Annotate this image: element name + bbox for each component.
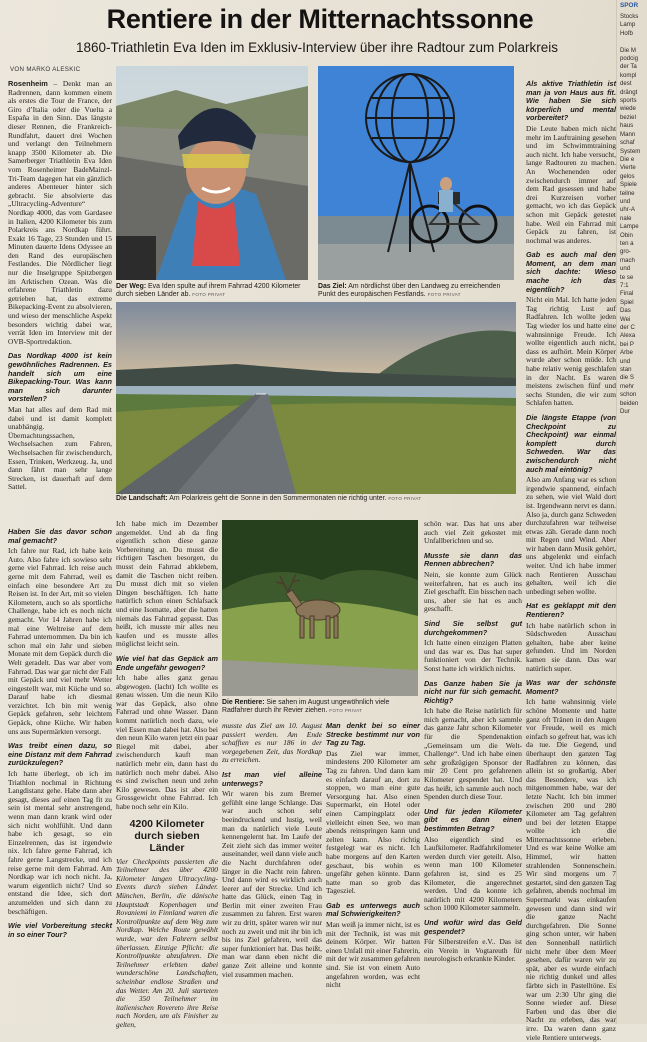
question: Musste sie dann das Rennen abbrechen?: [424, 550, 522, 569]
globe-caption: Das Ziel: Am nördlichst über den Landweg zu erreichenden Punkt des europäischen Festlands. FOTO PRIVAT: [318, 283, 501, 299]
subheadline: 1860-Triathletin Eva Iden im Exklusiv-Interview über ihre Radtour zum Polarkreis: [76, 40, 558, 55]
question: Und wofür wird das Geld gespendet?: [424, 917, 522, 936]
infobox-text: Vier Checkpoints passierten die Teilnehmer des über 4200 Kilometer langen Ultracycling-Events durch sieben Länder. München, Berlin, die dänische Hauptstadt Kopenhagen und Rovaniemi in Finnland waren die Kontrollpunkte auf dem Weg zum Nordkap. Welche Route gewählt wurde, war den Fahrern selbst überlassen. Einzige Pflicht: die Kontrollpunkte abzufahren. Die Teilnehmer erlebten dabei wunderschöne Landschaften, scheinbar endlose Straßen und das Wetter. Am 20. Juli starteten die 350 Teilnehmer im italienischen Rovereto ihre Reise nach Norden, um als Finisher zu gelten,: [116, 856, 218, 1029]
answer: Die Leute haben mich nicht mehr im Lauftraining gesehen und im Schwimmtraining auch nicht. Ich habe versucht, lange Radtouren zu machen. An Wochenenden oder zwischendurch immer auf dem Rad gesessen und habe drei Kurzreisen vorher gemacht, wo ich das Gepäck schon mit Gepäck getestet habe. Weil ein Fahrrad mit Gepäck zu fahren, ist nochmal was anderes.: [526, 123, 616, 245]
question: Das Nordkap 4000 ist kein gewöhnliches Radrennen. Es handelt sich um eine Bikepacking-Tour. Was kann man sich darunter vorstellen?: [8, 351, 112, 404]
question: Haben Sie das davor schon mal gemacht?: [8, 527, 112, 545]
answer: Ich hatte überlegt, ob ich im Triathlon nochmal in Richtung Langdistanz gehe. Habe dann aber gesagt, dieses auf einen Tag fit zu sein ist mental sehr anstrengend, wenn man dann krank wird oder sich nicht wohlfühlt. Und dann habe ich gesagt, so ein Einzelrennen, das ist irgendwie nix. Ich fahre gerne Fahrrad, ich fahre gerne Langstrecke, und ich reise gerne mit dem Fahrrad. Am Nordkap war ich noch nicht. Ja, warum eigentlich nicht? Und so entstand die Idee, sich dort anzumelden und sich dann zu beschäftigen.: [8, 769, 112, 916]
byline: VON MARKO ALESKIC: [10, 66, 81, 73]
globe-photo: [318, 66, 514, 280]
answer: Man weiß ja immer nicht, ist es mit der Technik, ist was mit deinem Körper. Wir hatten einen Unfall mit einer Fahrerin, mit der wir zusammen gefahren sind. Sie ist von einem Auto angefahren worden, was echt nicht: [326, 920, 420, 990]
photo-credit: FOTO PRIVAT: [329, 708, 363, 714]
answer: Nicht ein Mal. Ich hatte jeden Tag richtig Lust auf Radfahren. Ich wollte jeden Tag wieder los und hatte eine wahnsinnige Freude. Ich wollte eigentlich auch nicht, dass es aufhört. Mein Körper wurde aber schon müde. Ich habe relativ wenig geschlafen in der Nacht. Es waren meistens zwischen fünf und sechs Stunden, die wir zum Schlafen hatten.: [526, 295, 616, 408]
reindeer-caption: Die Rentiere: Sie sahen im August ungewöhnlich viele Radfahrer durch ihr Revier ziehen. FOTO PRIVAT: [222, 699, 390, 715]
question: Gab es auch mal den Moment, an dem man sich dachte: Wieso mache ich das eigentlich?: [526, 250, 616, 294]
answer: Ich hatte einen einzigen Platten und das war es. Das hat super funktioniert von der Technik. Sonst hatte ich wirklich nichts.: [424, 638, 522, 673]
question: Was treibt einen dazu, so eine Distanz mit dem Fahrrad zurückzulegen?: [8, 741, 112, 768]
answer: Man hat alles auf dem Rad mit dabei und ist damit komplett unabhängig. Übernachtungssachen, Wechselsachen zum Fahren, Wechselsachen für zwischendurch, Essen, Trinken, Werkzeug. Ja, und dann fährt man sehr lange Strecken, ist dauerhaft auf dem Sattel.: [8, 404, 112, 492]
question: Als aktive Triathletin ist man ja von Haus aus fit. Wie haben Sie sich körperlich und mental vorbereitet?: [526, 79, 616, 123]
answer: Wir waren bis zum Bremer gefühlt eine lange Schlange. Das war auch schon sehr beeindruckend und lustig, weil man da natürlich viele Leute kennengelernt hat. Im Laufe der Zeit zieht sich das immer weiter auseinander, weil dann viele auch die Nacht durchfahren oder länger in die Nacht rein fahren. Und dann wird es wirklich auch leerer auf der Strecke. Und ich hatte das Glück, einen Tag in Berlin mit einer zweiten Frau zusammen zu fahren. Erst waren wir zu dritt, später waren wir nur noch zu zweit und mit ihr bin ich bis ins Ziel gefahren, weil das super funktioniert hat. Das heißt, man war dann eben nicht die ganze Zeit alleine und konnte viel zusammen machen.: [222, 789, 322, 979]
answer: Das Ziel war immer, mindestens 200 Kilometer am Tag zu fahren. Und dann kam es einfach darauf an, dort zu stoppen, wo man eine gute Versorgung hat. Also einen Supermarkt, ein Hotel oder einen Campingplatz oder vielleicht einen See, wo man abends reinspringen kann und zelten kann. Also richtig festgelegt war es nicht. Ich habe morgens auf den Karten geschaut, bis wohin es ungefähr gehen könnte. Dann hatte man so grob das Tagesziel.: [326, 748, 420, 896]
question: Wie viel Vorbereitung steckt in so einer Tour?: [8, 921, 112, 939]
landscape-photo: [116, 302, 516, 494]
bottom-column-4: [326, 722, 420, 1022]
reindeer-photo: [222, 520, 418, 696]
answer: Ich habe mich im Dezember angemeldet. Und ab da fing eigentlich schon diese ganze Vorbereitung an. Du musst die richtigen Taschen besorgen, du musst dein Fahrrad abklebem, damit die Taschen nicht reiben. Du musst dich mit so vielen Dingen beschäftigen. Ich hatte natürlich schon einen Schlafsack und eine Isomatte, aber die hatten niemals das Fahrrad gepasst. Das heißt, ich musste mir alles neu kaufen und es musste alles möglichst leicht sein.: [116, 519, 218, 649]
infobox-text-end: musste das Ziel am 10. August passiert werden. Am Ende schafften es nur 186 in der vorgegebenen Zeit, das Nordkap zu erreichen.: [222, 721, 322, 765]
question: Hat es geklappt mit den Rentieren?: [526, 601, 616, 620]
answer: Ich fahre nur Rad, ich habe kein Auto. Also fahre ich sowieso sehr gerne viel Fahrrad. Ich reise auch gerne mit dem Fahrrad, weil es einfach eine besondere Art zu Reisen ist. In der Art, mit so vielen Kilometern, auch so als sportliche Challenge, habe ich es noch nicht gemacht. Vor 14 Jahren habe ich mal eine Weltreise auf dem Fahrrad unternommen. Da bin ich schon mal ein Jahr und sieben Monate mit dem Gepäck durch die Welt geradelt. Das war aber vom Fahrrad. Das war gar nicht der Fall mit Gepäck und viel mehr Wetter eingestellt war, mit Küche und so. Darauf habe ich diesmal verzichtet. Ich bin mit wenig Gepäck gefahren, sehr leichtem Gepäck, ohne Küche. Wir haben uns aus Supermärkten versorgt.: [8, 546, 112, 736]
bottom-column-1: [8, 528, 112, 1022]
bottom-column-2: [116, 519, 218, 1029]
photo-credit: FOTO PRIVAT: [427, 292, 461, 298]
answer: Nein, sie konnte zum Glück weiterfahren, hat es auch ins Ziel geschafft. Ein bisschen nach uns, aber sie hat es auch geschafft.: [424, 569, 522, 614]
answer: Also am Anfang war es schon irgendwie spannend, einfach zu sehen, wie viel Wald dort ist. Irgendwann nervt es dann. Also ja, durch ganz Schweden durchzufahren war teilweise etwas zäh. Gerade dann noch mit Regen und Wind. Aber wir haben dann Musik gehört, uns abgelenkt und einfach weiter. Und ich habe immer nach Rentieren Ausschau gehalten, weil ich die unbedingt sehen wollte.: [526, 475, 616, 596]
question: Ist man viel alleine unterwegs?: [222, 769, 322, 788]
answer: Also eigentlich sind es Laufkilometer. Radfahrkilometer werden durch vier geteilt. Also, wenn man 100 Kilometer gefahren ist, sind es 25 Kilometer, die angerechnet werden. Und da konnte ich natürlich mit 4200 Kilometern schon 1000 Kilometer sammeln.: [424, 834, 522, 913]
question: Und für jeden Kilometer gibt es dann einen bestimmten Betrag?: [424, 806, 522, 833]
nordkap-globe-illustration: [318, 66, 514, 280]
cyclist-illustration: [116, 66, 308, 280]
photo-credit: FOTO PRIVAT: [388, 496, 422, 501]
infobox-heading: 4200 Kilometer durch sieben Länder: [129, 817, 205, 854]
cyclist-caption: Der Weg: Eva Iden spulte auf ihrem Fahrrad 4200 Kilometer durch sieben Länder ab. FOTO PRIVAT: [116, 283, 301, 299]
bottom-column-3: [222, 722, 322, 1022]
photo-credit: FOTO PRIVAT: [192, 292, 226, 298]
landscape-caption: Die Landschaft: Am Polarkreis geht die Sonne in den Sommermonaten nie richtig unter. FOTO PRIVAT: [116, 495, 422, 502]
adjacent-article-fragment: [616, 0, 647, 1024]
question: Sind Sie selbst gut durchgekommen?: [424, 618, 522, 637]
cyclist-photo: [116, 66, 308, 280]
reindeer-illustration: [222, 520, 418, 696]
intro-column: [8, 80, 112, 520]
section-tag: SPOR: [620, 2, 639, 9]
answer: Ich habe alles ganz genau abgewogen. (lacht) Ich wollte es genau wissen. Um die neun Kilo war das Gepäck, also ohne Fahrrad und ohne Wasser. Dann kommt natürlich noch dazu, wie viel Essen man dabei hat. Also bei den neun Kilo waren jetzt ein paar Riegel mit dabei, aber zwischendurch kauft man natürlich mehr ein, dann hast du natürlich noch mehr dabei. Also es sind zwischen neun und zehn Kilo gewesen. Das ist aber ein Grossgewicht ohne Fahrrad. Ich habe noch sehr ein Kilo.: [116, 673, 218, 811]
answer: Für Silberstreifen e.V.. Das ist ein Verein in Vogtareuth für neurologisch erkrankte Kinder.: [424, 937, 522, 964]
bottom-column-5: [424, 520, 522, 1022]
question: Wie viel hat das Gepäck am Ende ungefähr gewogen?: [116, 653, 218, 672]
question: Die längste Etappe (von Checkpoint zu Checkpoint) war einmal komplett durch Schweden. War das zwischendurch nicht auch mal eintönig?: [526, 412, 616, 474]
question: Gab es unterwegs auch mal Schwierigkeiten?: [326, 900, 420, 919]
answer: Ich habe natürlich schon in Südschweden Ausschau gehalten, habe aber keine gefunden. Und im Norden kamen sie dann. Das war natürlich super.: [526, 620, 616, 673]
question: Man denkt bei so einer Strecke bestimmt nur von Tag zu Tag.: [326, 721, 420, 748]
answer: Ich hatte wahnsinnig viele schöne Momente und hatte ganz oft Tränen in den Augen vor Freude, weil es mich einfach so gefreut hat, was ich da tue. Die Gegend, und überhaupt den ganzen Tag Radfahren zu können, das allein ist so großartig. Aber das Besondere, was ich mitgenommen habe, war der letzte Nacht. Ich bin immer zwischen 200 und 280 Kilometer am Tag gefahren und bei der letzten Etappe wollte ich die Mitternachtssonne erleben. Und es war keine Wolke am Himmel, wir hatten strahlenden Sonnenschein. Wir sind morgens um 7 gestartet, sind den ganzen Tag gefahren, abends nochmal im Supermarkt was einkaufen gewesen und dann sind wir die ganze Nacht durchgefahren. Die Sonne ging schon unter, wir haben den Sonnenball natürlich nicht mehr über dem Meer gesehen, dafür waren wir zu spät, aber es wurde einfach nie richtig dunkel und alles färbte sich in Pastelltöne. Es war um 2:30 Uhr ging die Sonne wieder auf. Diese Farben und das über die Nacht zu erleben, das war irre. Da waren dann ganz viele Rentiere unterwegs.: [526, 697, 616, 1042]
answer: Ich habe die Reise natürlich für mich gemacht, aber ich sammle das ganze Jahr schon Kilometer für die Spendenaktion „Gemeinsam um die Welt-Challenge“. Und ich habe einen sehr großzügigen Sponsor der mir 20 Cent pro gefahrenen Kilometer gespendet hat. Und das heißt, ich sammle auch noch Spenden durch diese Tour.: [424, 706, 522, 802]
interview-right-column: [526, 79, 616, 1042]
answer: schön war. Das hat uns aber auch viel Zeit gekostet mit Unfallberichten und so.: [424, 519, 522, 546]
question: Das Ganze haben Sie ja nicht nur für sich gemacht. Richtig?: [424, 678, 522, 705]
question: Was war der schönste Moment?: [526, 678, 616, 696]
adjacent-article-text: Stocks Lamp Hofb Die M podcig der Ta kompl dest drängt sports wiede beziel haus Mann schaf System Die e Vierte gelos Spiele teilne und uhr-A nale Lampe Obin ten a gro- mach und te se 7:1 Final Spiel Das Wei der C Alexa bei P Arbe und stan die S mehr schon beiden Dur: [620, 13, 641, 416]
headline: Rentiere in der Mitternachtssonne: [106, 4, 534, 34]
polar-landscape-illustration: [116, 302, 516, 494]
intro-paragraph: Rosenheim – Denkt man an Radrennen, dann kommen einem als erstes die Tour de France, der Giro d’Italia oder die Vuelta a España in den Sinn. Das längste dieser Rennen, die Frankreich-Rundfahrt, dauert drei Wochen und verlangt den Teilnehmern knapp 3500 Kilometer ab. Die Samerberger Triathletin Eva Iden vom Rosenheimer BadeMainzl-Tri-Team dagegen hat ein gänzlich anderes Abenteuer hinter sich gebracht. Sie absolvierte das „Ultracycling-Adventure“ Nordkap 4000, das vom Gardasee in Italien, 4200 Kilometer bis zum Polarkreis ans Nordkap führt. Exakt 16 Tage, 23 Stunden und 15 Minuten dauerte Idens Odyssee an den Rand des europäischen Festlandes. Die Nördlicher liegt nur die Inselgruppe Spitzbergen im Arktischen Ozean. Was die erfahrene Triathletin dazu getrieben hat, das extreme Bikepacking-Event zu absolvieren, und wieso der menschliche Aspekt besonders wichtig dabei war, verrät Iden im Interview mit der OVB-Sportredaktion.: [8, 79, 112, 346]
